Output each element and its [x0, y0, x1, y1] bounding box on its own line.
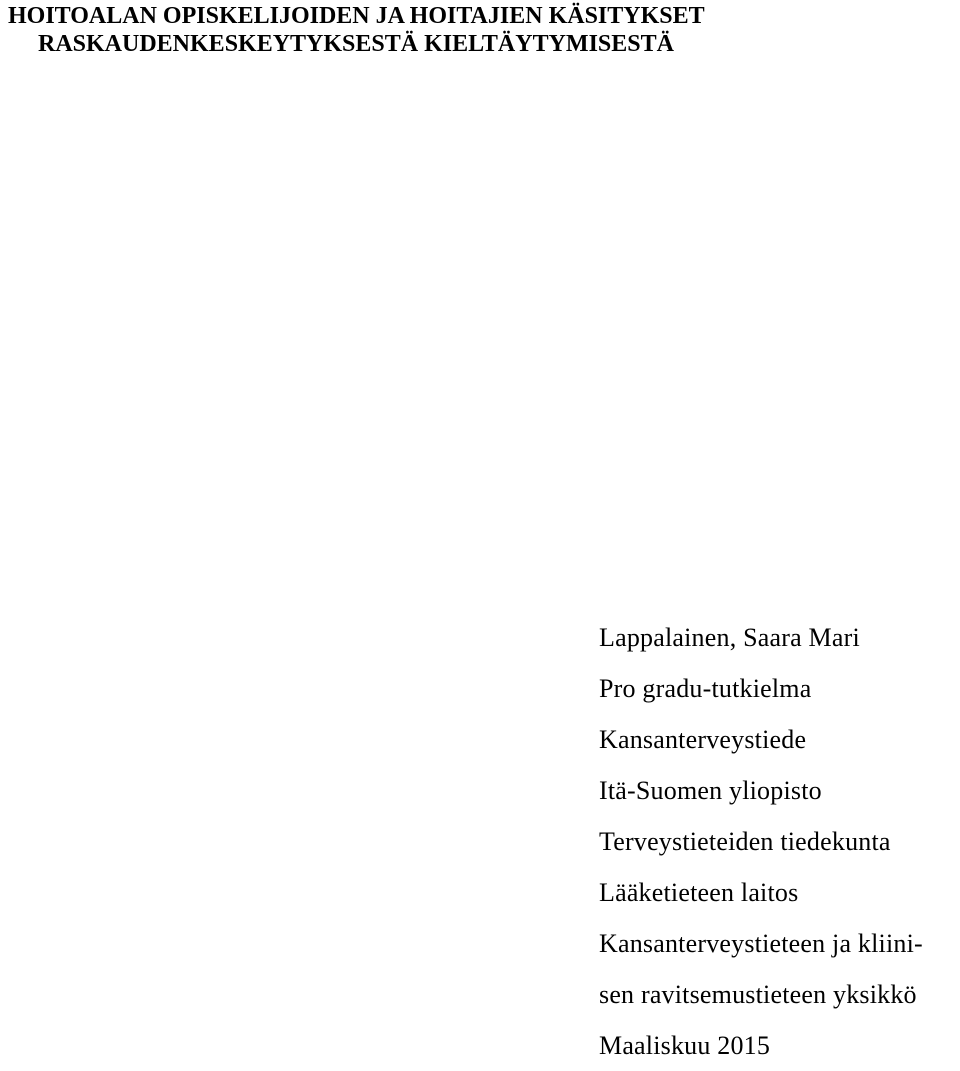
department: Lääketieteen laitos [599, 878, 799, 907]
thesis-title-line-1: HOITOALAN OPISKELIJOIDEN JA HOITAJIEN KÄSITYKSET [8, 3, 705, 29]
author-name: Lappalainen, Saara Mari [599, 623, 860, 652]
title-block [8, 2, 948, 57]
thesis-metadata [599, 612, 954, 1071]
date: Maaliskuu 2015 [599, 1031, 771, 1060]
faculty: Terveystieteiden tiedekunta [599, 827, 891, 856]
unit-line-2: sen ravitsemustieteen yksikkö [599, 980, 917, 1009]
subject: Kansanterveystiede [599, 725, 807, 754]
thesis-type: Pro gradu-tutkielma [599, 674, 812, 703]
university: Itä-Suomen yliopisto [599, 776, 822, 805]
thesis-title-line-2: RASKAUDENKESKEYTYKSESTÄ KIELTÄYTYMISESTÄ [38, 31, 674, 57]
unit-line-1: Kansanterveystieteen ja kliini- [599, 929, 923, 958]
